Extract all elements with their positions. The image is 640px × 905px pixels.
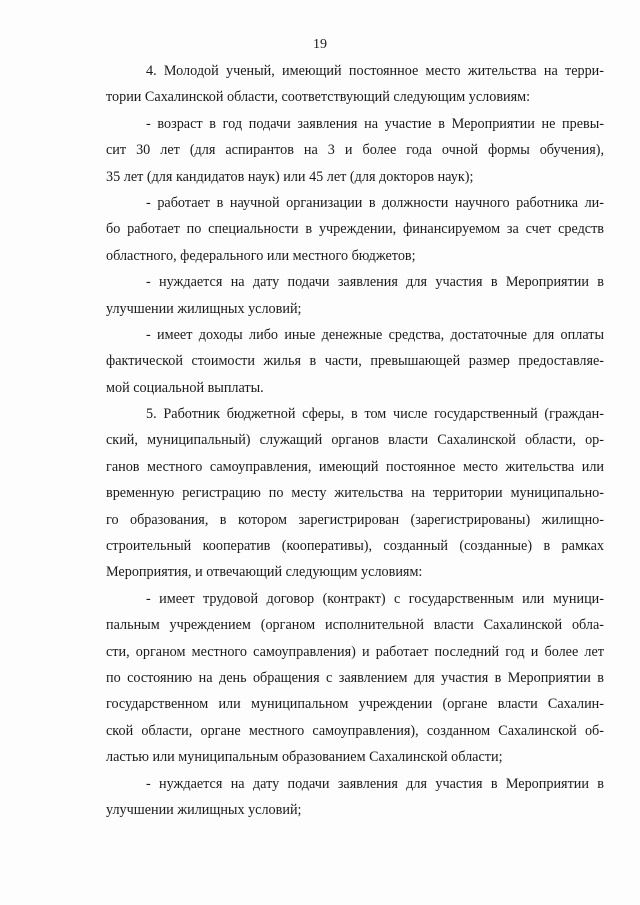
text-line: сит 30 лет (для аспирантов на 3 и более года очной формы обучения),: [106, 142, 604, 159]
paragraph: [106, 190, 604, 269]
page-number: 19: [313, 37, 327, 52]
text-line: 4. Молодой ученый, имеющий постоянное место жительства на терри-: [146, 63, 604, 79]
text-line: строительный кооператив (кооперативы), созданный (созданные) в рамках: [106, 538, 604, 555]
text-line: ганов местного самоуправления, имеющий постоянное место жительства или: [106, 458, 604, 475]
text-line: го образования, в котором зарегистрирован (зарегистрированы) жилищно-: [106, 511, 604, 528]
text-line: ластью или муниципальным образованием Сахалинской области;: [106, 749, 503, 766]
text-line: 35 лет (для кандидатов наук) или 45 лет (для докторов наук);: [106, 168, 474, 185]
paragraph: [106, 269, 604, 322]
paragraph: [106, 58, 604, 111]
text-line: 5. Работник бюджетной сферы, в том числе государственный (граждан-: [146, 406, 604, 423]
text-line: - имеет доходы либо иные денежные средства, достаточные для оплаты: [146, 326, 604, 343]
text-line: Мероприятия, и отвечающий следующим условиям:: [106, 564, 423, 581]
text-line: улучшении жилищных условий;: [106, 300, 302, 317]
text-line: - нуждается на дату подачи заявления для участия в Мероприятии в: [146, 775, 604, 792]
text-line: - имеет трудовой договор (контракт) с государственным или муници-: [146, 590, 604, 607]
text-line: бо работает по специальности в учреждении, финансируемом за счет средств: [106, 221, 604, 238]
text-line: улучшении жилищных условий;: [106, 801, 302, 818]
text-line: фактической стоимости жилья в части, превышающей размер предоставляе-: [106, 353, 604, 370]
document-body: [106, 58, 604, 823]
paragraph: [106, 771, 604, 824]
text-line: - работает в научной организации в должности научного работника ли-: [146, 194, 604, 211]
text-line: областного, федерального или местного бюджетов;: [106, 247, 416, 264]
text-line: мой социальной выплаты.: [106, 379, 264, 396]
text-line: ской области, органе местного самоуправления), созданном Сахалинской об-: [106, 722, 604, 739]
text-line: временную регистрацию по месту жительства на территории муниципально-: [106, 485, 604, 502]
text-line: по состоянию на день обращения с заявлением для участия в Мероприятии в: [106, 669, 604, 686]
text-line: сти, органом местного самоуправления) и работает последний год и более лет: [106, 643, 604, 660]
paragraph: [106, 401, 604, 586]
text-line: пальным учреждением (органом исполнительной власти Сахалинской обла-: [106, 617, 604, 634]
text-line: государственном или муниципальном учреждении (органе власти Сахалин-: [106, 696, 604, 713]
text-line: - возраст в год подачи заявления на участие в Мероприятии не превы-: [146, 115, 604, 132]
paragraph: [106, 586, 604, 771]
paragraph: [106, 322, 604, 401]
paragraph: [106, 111, 604, 190]
text-line: - нуждается на дату подачи заявления для участия в Мероприятии в: [146, 274, 604, 291]
text-line: ский, муниципальный) служащий органов власти Сахалинской области, ор-: [106, 432, 604, 449]
text-line: тории Сахалинской области, соответствующий следующим условиям:: [106, 89, 531, 106]
